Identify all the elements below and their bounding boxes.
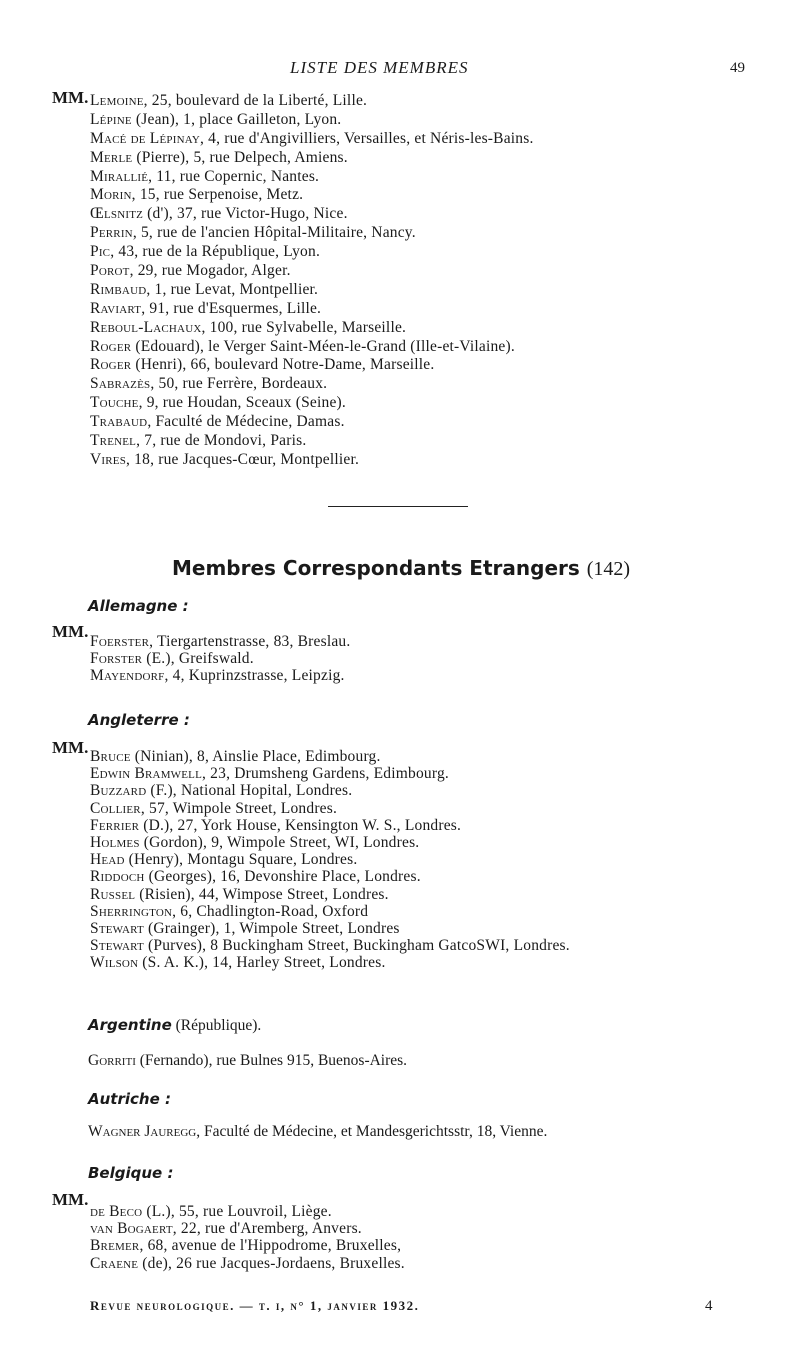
country-heading-autriche: Autriche : <box>88 1090 171 1108</box>
list-item: Pic, 43, rue de la République, Lyon. <box>90 243 321 261</box>
list-item: Lépine (Jean), 1, place Gailleton, Lyon. <box>90 110 342 128</box>
country-heading-belgique: Belgique : <box>88 1164 174 1182</box>
list-item: van Bogaert, 22, rue d'Aremberg, Anvers. <box>90 1220 362 1238</box>
running-title: LISTE DES MEMBRES <box>290 58 469 77</box>
list-item: Bruce (Ninian), 8, Ainslie Place, Edimbourg. <box>90 748 381 765</box>
list-item: Edwin Bramwell, 23, Drumsheng Gardens, Edimbourg. <box>90 765 449 783</box>
list-item: Wagner Jauregg, Faculté de Médecine, et Mandesgerichtsstr, 18, Vienne. <box>88 1123 548 1140</box>
list-item: Sabrazès, 50, rue Ferrère, Bordeaux. <box>90 375 328 393</box>
list-item: Roger (Edouard), le Verger Saint-Méen-le-Grand (Ille-et-Vilaine). <box>90 337 515 355</box>
list-item: Touche, 9, rue Houdan, Sceaux (Seine). <box>90 394 346 412</box>
list-item: Forster (E.), Greifswald. <box>90 650 254 668</box>
list-item: Roger (Henri), 66, boulevard Notre-Dame, Marseille. <box>90 356 435 374</box>
member-list-angleterre <box>90 748 570 971</box>
list-item: Craene (de), 26 rue Jacques-Jordaens, Bruxelles. <box>90 1254 405 1272</box>
list-item: Rimbaud, 1, rue Levat, Montpellier. <box>90 280 319 298</box>
list-item: Perrin, 5, rue de l'ancien Hôpital-Militaire, Nancy. <box>90 224 416 242</box>
list-item: Merle (Pierre), 5, rue Delpech, Amiens. <box>90 148 348 166</box>
journal-footer: Revue neurologique. — t. i, n° 1, janvier 1932. <box>90 1298 420 1313</box>
mm-label: MM. <box>52 88 89 107</box>
list-item: Russel (Risien), 44, Wimpose Street, Londres. <box>90 885 389 903</box>
country-heading-allemagne: Allemagne : <box>88 597 189 615</box>
list-item: Head (Henry), Montagu Square, Londres. <box>90 851 358 869</box>
list-item: Buzzard (F.), National Hopital, Londres. <box>90 782 353 800</box>
list-item: Trabaud, Faculté de Médecine, Damas. <box>90 413 345 431</box>
list-item: Sherrington, 6, Chadlington-Road, Oxford <box>90 902 369 920</box>
country-heading-argentine: Argentine (République). <box>88 1016 262 1034</box>
list-item: Raviart, 91, rue d'Esquermes, Lille. <box>90 299 322 317</box>
list-item: de Beco (L.), 55, rue Louvroil, Liège. <box>90 1203 332 1220</box>
list-item: Riddoch (Georges), 16, Devonshire Place, Londres. <box>90 868 421 886</box>
list-item: Mayendorf, 4, Kuprinzstrasse, Leipzig. <box>90 667 345 685</box>
list-item: Mirallié, 11, rue Copernic, Nantes. <box>90 167 320 185</box>
mm-label: MM. <box>52 1190 89 1209</box>
list-item: Macé de Lépinay, 4, rue d'Angivilliers, Versailles, et Néris-les-Bains. <box>90 129 534 147</box>
list-item: Ferrier (D.), 27, York House, Kensington W. S., Londres. <box>90 816 462 834</box>
member-count: (142) <box>586 558 631 580</box>
mm-label: MM. <box>52 738 89 757</box>
page-number: 49 <box>730 60 745 76</box>
sheet-number: 4 <box>705 1298 713 1314</box>
section-divider <box>328 506 468 507</box>
list-item: Reboul-Lachaux, 100, rue Sylvabelle, Marseille. <box>90 318 407 336</box>
mm-label: MM. <box>52 622 89 641</box>
list-item: Foerster, Tiergartenstrasse, 83, Breslau. <box>90 633 351 650</box>
list-item: Trenel, 7, rue de Mondovi, Paris. <box>90 432 307 450</box>
list-item: Gorriti (Fernando), rue Bulnes 915, Buenos-Aires. <box>88 1052 408 1069</box>
country-heading-angleterre: Angleterre : <box>88 711 190 729</box>
list-item: Collier, 57, Wimpole Street, Londres. <box>90 799 338 817</box>
section-title: Membres Correspondants Etrangers (142) <box>172 556 631 580</box>
list-item: Morin, 15, rue Serpenoise, Metz. <box>90 186 304 204</box>
list-item: Bremer, 68, avenue de l'Hippodrome, Bruxelles, <box>90 1237 402 1255</box>
list-item: Wilson (S. A. K.), 14, Harley Street, Londres. <box>90 954 386 972</box>
member-list-allemagne <box>90 633 350 685</box>
list-item: Stewart (Purves), 8 Buckingham Street, Buckingham GatcoSWI, Londres. <box>90 937 570 955</box>
list-item: Stewart (Grainger), 1, Wimpole Street, Londres <box>90 919 400 937</box>
list-item: Œlsnitz (d'), 37, rue Victor-Hugo, Nice. <box>90 205 348 223</box>
running-head <box>0 58 800 80</box>
member-list-belgique <box>90 1203 405 1272</box>
list-item: Lemoine, 25, boulevard de la Liberté, Lille. <box>90 92 368 109</box>
member-list <box>90 92 534 470</box>
list-item: Porot, 29, rue Mogador, Alger. <box>90 262 291 280</box>
list-item: Vires, 18, rue Jacques-Cœur, Montpellier. <box>90 450 360 468</box>
list-item: Holmes (Gordon), 9, Wimpole Street, WI, Londres. <box>90 833 420 851</box>
